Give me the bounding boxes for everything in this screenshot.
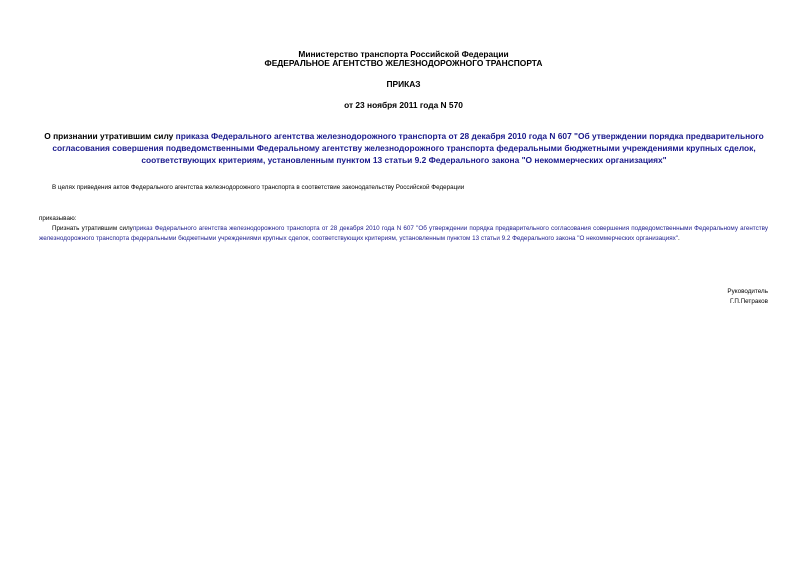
preamble-text: В целях приведения актов Федерального агентства железнодорожного транспорта в соответствие законодательству Российской Федерации bbox=[52, 184, 465, 191]
ministry-name: Министерство транспорта Российской Федерации bbox=[298, 49, 509, 59]
signer-name: Г.П.Петраков bbox=[729, 298, 768, 305]
document-title bbox=[40, 130, 768, 166]
order-clause bbox=[39, 224, 768, 244]
title-link[interactable]: приказа Федерального агентства железнодорожного транспорта от 28 декабря 2010 года N 607 "Об утверждении порядка предварительного согласования совершения подведомственными Федеральному агентству железнодорожного транспорта федеральными бюджетными учреждениями крупных сделок, соответствующих критериям, установленным пунктом 13 статьи 9.2 Федерального закона "О некоммерческих организациях" bbox=[52, 131, 764, 165]
signer-position: Руководитель bbox=[727, 288, 768, 295]
document-type: ПРИКАЗ bbox=[386, 79, 421, 89]
title-prefix: О признании утратившим силу bbox=[44, 131, 176, 141]
order-word: приказываю: bbox=[39, 215, 77, 222]
document-date-number: от 23 ноября 2011 года N 570 bbox=[344, 100, 463, 110]
clause-link[interactable]: приказ Федерального агентства железнодорожного транспорта от 28 декабря 2010 года N 607 "Об утверждении порядка предварительного согласования совершения подведомственными Федеральному агентству железнодорожного транспорта федеральными бюджетными учреждениями крупных сделок, соответствующих критериям, установленным пунктом 13 статьи 9.2 Федерального закона "О некоммерческих организациях" bbox=[39, 225, 768, 242]
clause-prefix: Признать утратившим силу bbox=[52, 225, 133, 232]
agency-name: ФЕДЕРАЛЬНОЕ АГЕНТСТВО ЖЕЛЕЗНОДОРОЖНОГО ТРАНСПОРТА bbox=[264, 58, 543, 68]
clause-suffix: . bbox=[678, 235, 680, 242]
